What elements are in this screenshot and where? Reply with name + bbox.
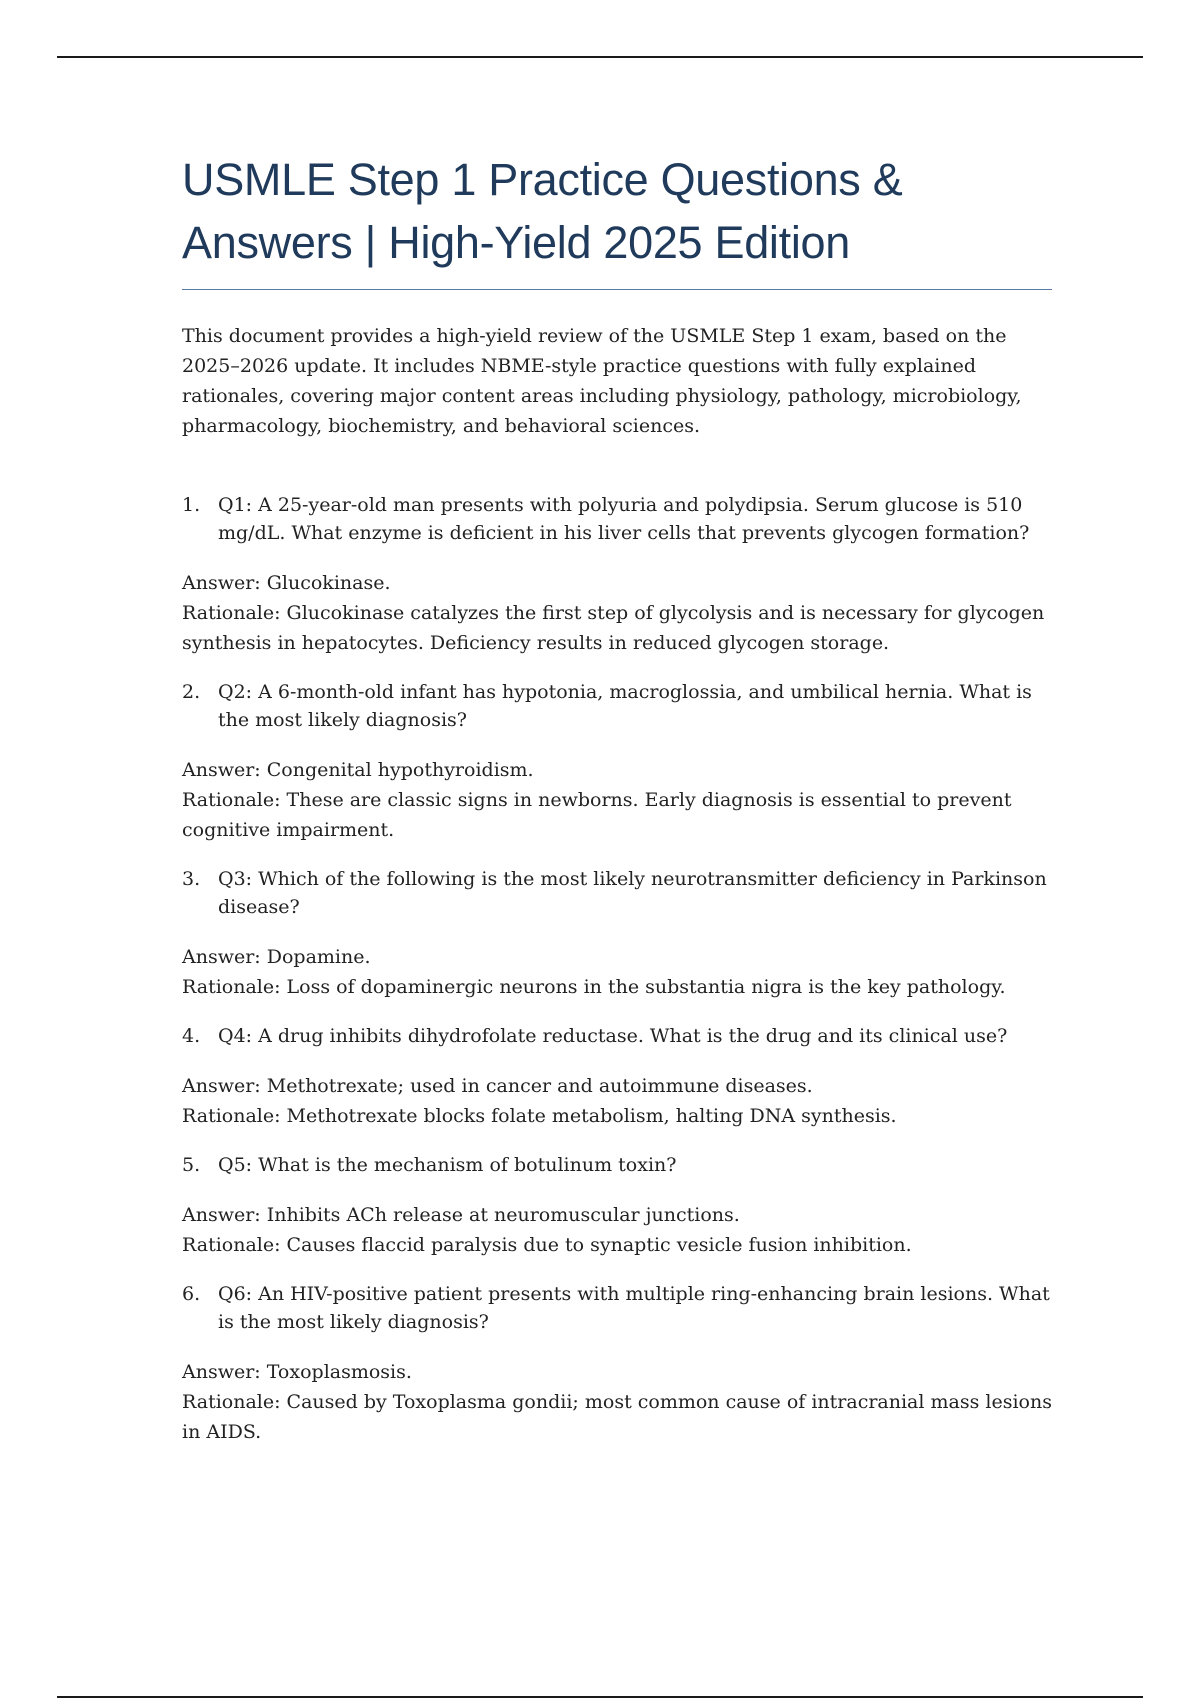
qa-item [182, 491, 1052, 658]
question [182, 865, 1052, 921]
question-text: Q3: Which of the following is the most likely neurotransmitter deficiency in Parkinson disease? [218, 868, 1047, 918]
question [182, 1151, 1052, 1179]
rationale: Rationale: Causes flaccid paralysis due to synaptic vesicle fusion inhibition. [182, 1234, 912, 1256]
answer: Answer: Methotrexate; used in cancer and autoimmune diseases. [182, 1075, 813, 1097]
intro-paragraph: This document provides a high-yield review of the USMLE Step 1 exam, based on the 2025–2026 update. It includes NBME-style practice questions with fully explained rationales, covering major content areas including physiology, pathology, microbiology, pharmacology, biochemistry, and behavioral sciences. [182, 325, 1022, 437]
question-number: 3. [182, 868, 201, 890]
rationale: Rationale: Methotrexate blocks folate metabolism, halting DNA synthesis. [182, 1105, 897, 1127]
bottom-rule [57, 1696, 1143, 1698]
qa-item [182, 1022, 1052, 1131]
answer: Answer: Congenital hypothyroidism. [182, 759, 534, 781]
document-body [182, 148, 1052, 1467]
qa-list [182, 491, 1052, 1447]
qa-item [182, 1280, 1052, 1447]
question-number: 5. [182, 1154, 201, 1176]
qa-item [182, 1151, 1052, 1260]
answer: Answer: Toxoplasmosis. [182, 1361, 412, 1383]
answer: Answer: Dopamine. [182, 946, 371, 968]
question-text: Q2: A 6-month-old infant has hypotonia, macroglossia, and umbilical hernia. What is the most likely diagnosis? [218, 681, 1032, 731]
answer: Answer: Glucokinase. [182, 572, 391, 594]
question-number: 4. [182, 1025, 201, 1047]
qa-item [182, 678, 1052, 845]
rationale: Rationale: Loss of dopaminergic neurons in the substantia nigra is the key pathology. [182, 976, 1006, 998]
question-number: 1. [182, 494, 201, 516]
question [182, 1022, 1052, 1050]
rationale: Rationale: Caused by Toxoplasma gondii; most common cause of intracranial mass lesions in AIDS. [182, 1391, 1052, 1443]
question-text: Q5: What is the mechanism of botulinum toxin? [218, 1154, 677, 1176]
question [182, 1280, 1052, 1336]
top-rule [57, 56, 1143, 58]
question-number: 6. [182, 1283, 201, 1305]
question-text: Q4: A drug inhibits dihydrofolate reductase. What is the drug and its clinical use? [218, 1025, 1008, 1047]
question [182, 678, 1052, 734]
qa-item [182, 865, 1052, 1002]
question-number: 2. [182, 681, 201, 703]
question-text: Q6: An HIV-positive patient presents with multiple ring-enhancing brain lesions. What is the most likely diagnosis? [218, 1283, 1050, 1333]
rationale: Rationale: These are classic signs in newborns. Early diagnosis is essential to prevent cognitive impairment. [182, 789, 1012, 841]
document-title: USMLE Step 1 Practice Questions & Answers | High-Yield 2025 Edition [182, 154, 903, 268]
question-text: Q1: A 25-year-old man presents with polyuria and polydipsia. Serum glucose is 510 mg/dL. What enzyme is deficient in his liver cells that prevents glycogen formation? [218, 494, 1030, 544]
title-underline [182, 289, 1052, 290]
question [182, 491, 1052, 547]
rationale: Rationale: Glucokinase catalyzes the first step of glycolysis and is necessary for glycogen synthesis in hepatocytes. Deficiency results in reduced glycogen storage. [182, 602, 1045, 654]
answer: Answer: Inhibits ACh release at neuromuscular junctions. [182, 1204, 740, 1226]
